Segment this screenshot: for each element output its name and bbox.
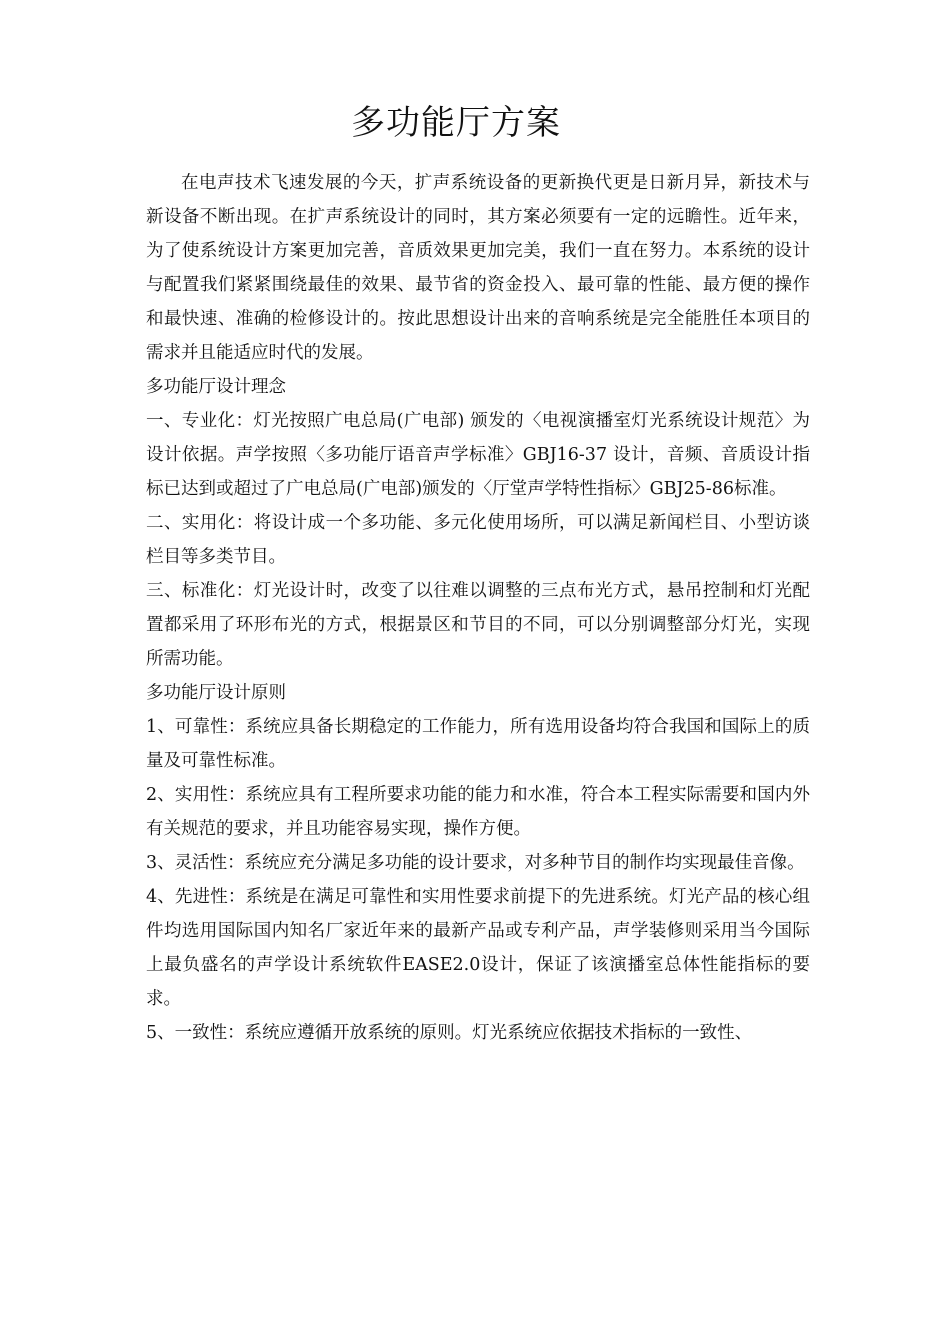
concept-item-professional: 一、专业化：灯光按照广电总局(广电部) 颁发的〈电视演播室灯光系统设计规范〉为设计依据。声学按照〈多功能厅语音声学标准〉GBJ16-37 设计，音频、音质设计指标已达到或超过了广电总局(广电部)颁发的〈厅堂声学特性指标〉GBJ25-86标准。: [146, 411, 810, 499]
section-heading-design-principles: 多功能厅设计原则: [146, 683, 286, 703]
section-heading-design-concept: 多功能厅设计理念: [146, 377, 286, 397]
principle-item-flexibility: 3、灵活性：系统应充分满足多功能的设计要求，对多种节目的制作均实现最佳音像。: [146, 853, 805, 873]
document-title: 多功能厅方案: [351, 103, 561, 143]
principle-item-practicality: 2、实用性：系统应具有工程所要求功能的能力和水准，符合本工程实际需要和国内外有关规范的要求，并且功能容易实现，操作方便。: [146, 785, 810, 839]
principle-item-consistency: 5、一致性：系统应遵循开放系统的原则。灯光系统应依据技术指标的一致性、: [146, 1023, 753, 1043]
principle-item-advancement: 4、先进性：系统是在满足可靠性和实用性要求前提下的先进系统。灯光产品的核心组件均选用国际国内知名厂家近年来的最新产品或专利产品，声学装修则采用当今国际上最负盛名的声学设计系统软件EASE2.0设计，保证了该演播室总体性能指标的要求。: [146, 887, 810, 1009]
principle-item-reliability: 1、可靠性：系统应具备长期稳定的工作能力，所有选用设备均符合我国和国际上的质量及可靠性标准。: [146, 717, 810, 771]
concept-item-standardized: 三、标准化：灯光设计时，改变了以往难以调整的三点布光方式，悬吊控制和灯光配置都采用了环形布光的方式，根据景区和节目的不同，可以分别调整部分灯光，实现所需功能。: [146, 581, 810, 669]
document-body: [146, 166, 810, 1050]
intro-paragraph: 在电声技术飞速发展的今天，扩声系统设备的更新换代更是日新月异，新技术与新设备不断出现。在扩声系统设计的同时，其方案必须要有一定的远瞻性。近年来，为了使系统设计方案更加完善，音质效果更加完美，我们一直在努力。本系统的设计与配置我们紧紧围绕最佳的效果、最节省的资金投入、最可靠的性能、最方便的操作和最快速、准确的检修设计的。按此思想设计出来的音响系统是完全能胜任本项目的需求并且能适应时代的发展。: [146, 173, 810, 363]
concept-item-practical: 二、实用化：将设计成一个多功能、多元化使用场所，可以满足新闻栏目、小型访谈栏目等多类节目。: [146, 513, 810, 567]
